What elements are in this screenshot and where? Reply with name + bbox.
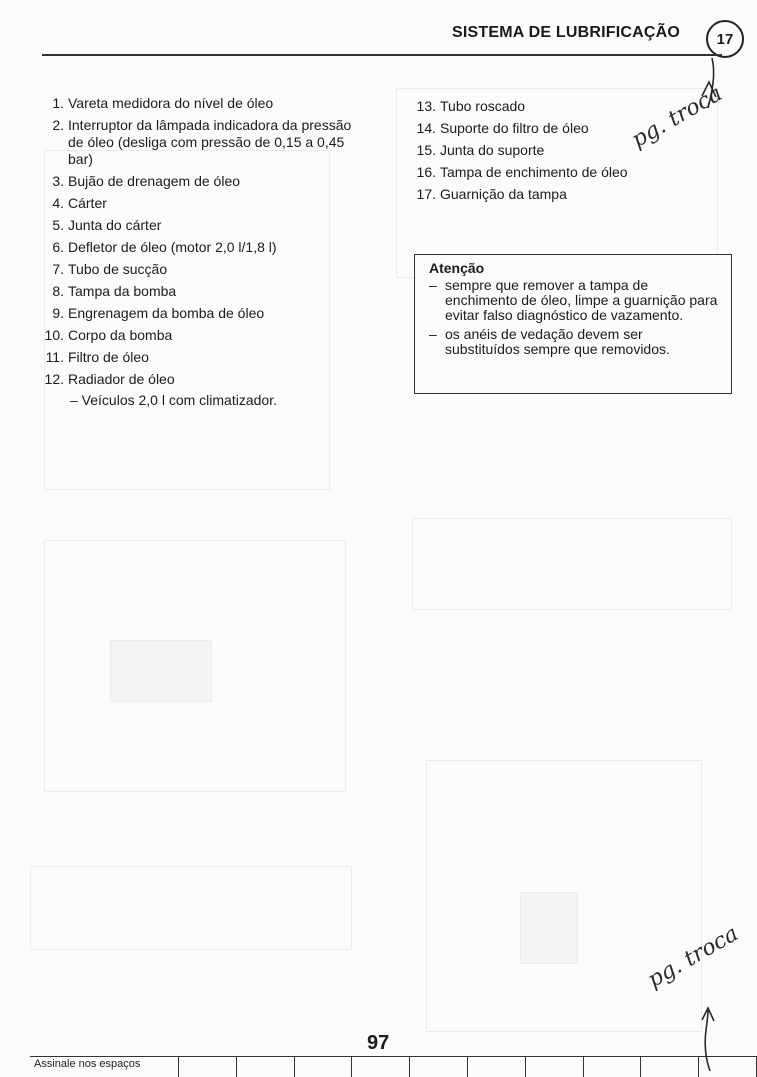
parts-list-item bbox=[44, 327, 364, 344]
parts-list-item bbox=[416, 164, 716, 181]
parts-list-item bbox=[416, 186, 716, 203]
parts-list-text: Bujão de drenagem de óleo bbox=[68, 173, 241, 189]
parts-list-text: Tampa de enchimento de óleo bbox=[440, 164, 628, 180]
handwritten-note-bottom: pg. troca bbox=[643, 921, 743, 993]
footer-checkbox-cell[interactable] bbox=[468, 1057, 526, 1077]
parts-list-subitem: – Veículos 2,0 l com climatizador. bbox=[70, 392, 277, 408]
parts-list-number: 17. bbox=[416, 186, 436, 202]
parts-list-text: Corpo da bomba bbox=[68, 327, 173, 343]
footer-checkbox-cell[interactable] bbox=[584, 1057, 642, 1077]
bleed-through-block bbox=[520, 892, 578, 964]
parts-list-number: 8. bbox=[52, 283, 64, 299]
parts-list-item bbox=[44, 195, 364, 212]
attention-title: Atenção bbox=[429, 260, 485, 276]
parts-list-number: 13. bbox=[416, 98, 436, 114]
footer-checkbox-cell[interactable] bbox=[295, 1057, 353, 1077]
parts-list-text: Filtro de óleo bbox=[68, 349, 149, 365]
bleed-through-box bbox=[30, 866, 352, 950]
bleed-through-box bbox=[412, 518, 732, 610]
parts-list-text: Cárter bbox=[68, 195, 107, 211]
footer-checklist-table bbox=[30, 1056, 757, 1077]
parts-list-item bbox=[44, 283, 364, 300]
parts-list-text: Tampa da bomba bbox=[68, 283, 177, 299]
header-rule bbox=[42, 54, 722, 56]
attention-box bbox=[414, 254, 732, 394]
parts-list-text: Guarnição da tampa bbox=[440, 186, 567, 202]
parts-list-number: 5. bbox=[52, 217, 64, 233]
parts-list-number: 3. bbox=[52, 173, 64, 189]
parts-list-item bbox=[44, 261, 364, 278]
parts-list-text: Engrenagem da bomba de óleo bbox=[68, 305, 265, 321]
parts-list-item bbox=[416, 142, 716, 159]
parts-list-number: 16. bbox=[416, 164, 436, 180]
parts-list-text: Interruptor da lâmpada indicadora da pressão de óleo (desliga com pressão de 0,15 a 0,45 bar) bbox=[68, 117, 352, 167]
parts-list-item bbox=[44, 173, 364, 190]
footer-checkbox-cell[interactable] bbox=[699, 1057, 757, 1077]
parts-list-number: 11. bbox=[45, 349, 64, 365]
parts-list-item bbox=[44, 371, 364, 409]
chapter-number-badge: 17 bbox=[706, 20, 744, 58]
parts-list-number: 2. bbox=[52, 117, 64, 133]
footer-checkbox-cell[interactable] bbox=[641, 1057, 699, 1077]
attention-list bbox=[429, 278, 721, 357]
footer-label: Assinale nos espaços bbox=[30, 1057, 179, 1077]
footer-checkbox-cell[interactable] bbox=[179, 1057, 237, 1077]
parts-list-number: 9. bbox=[52, 305, 64, 321]
bleed-through-block bbox=[110, 640, 212, 702]
parts-list-text: Defletor de óleo (motor 2,0 l/1,8 l) bbox=[68, 239, 277, 255]
parts-list-number: 7. bbox=[52, 261, 64, 277]
footer-checkbox-cell[interactable] bbox=[410, 1057, 468, 1077]
parts-list-item bbox=[44, 117, 364, 168]
handwritten-note-top: pg. troca bbox=[627, 81, 727, 153]
page-number: 97 bbox=[367, 1032, 390, 1054]
parts-list-item bbox=[44, 95, 364, 112]
parts-list-number: 14. bbox=[416, 120, 436, 136]
footer-checkbox-cell[interactable] bbox=[237, 1057, 295, 1077]
parts-list-left bbox=[44, 95, 364, 414]
parts-list-text: Suporte do filtro de óleo bbox=[440, 120, 589, 136]
parts-list-number: 4. bbox=[52, 195, 64, 211]
parts-list-number: 6. bbox=[52, 239, 64, 255]
parts-list-number: 10. bbox=[44, 327, 64, 343]
attention-item: – os anéis de vedação devem ser substituídos sempre que removidos. bbox=[429, 327, 721, 357]
parts-list-item bbox=[44, 349, 364, 366]
parts-list-number: 12. bbox=[44, 371, 64, 387]
footer-checkbox-cell[interactable] bbox=[352, 1057, 410, 1077]
parts-list-text: Radiador de óleo bbox=[68, 371, 175, 387]
parts-list-text: Vareta medidora do nível de óleo bbox=[68, 95, 274, 111]
parts-list-text: Junta do cárter bbox=[68, 217, 162, 233]
parts-list-number: 15. bbox=[416, 142, 436, 158]
parts-list-text: Tubo roscado bbox=[440, 98, 526, 114]
parts-list-number: 1. bbox=[52, 95, 64, 111]
parts-list-text: Tubo de sucção bbox=[68, 261, 168, 277]
footer-checkbox-cell[interactable] bbox=[526, 1057, 584, 1077]
page-header-title: SISTEMA DE LUBRIFICAÇÃO bbox=[452, 24, 681, 41]
parts-list-text: Junta do suporte bbox=[440, 142, 545, 158]
attention-item: – sempre que remover a tampa de enchimento de óleo, limpe a guarnição para evitar falso diagnóstico de vazamento. bbox=[429, 278, 721, 323]
parts-list-item bbox=[44, 305, 364, 322]
parts-list-item bbox=[44, 239, 364, 256]
parts-list-item bbox=[44, 217, 364, 234]
